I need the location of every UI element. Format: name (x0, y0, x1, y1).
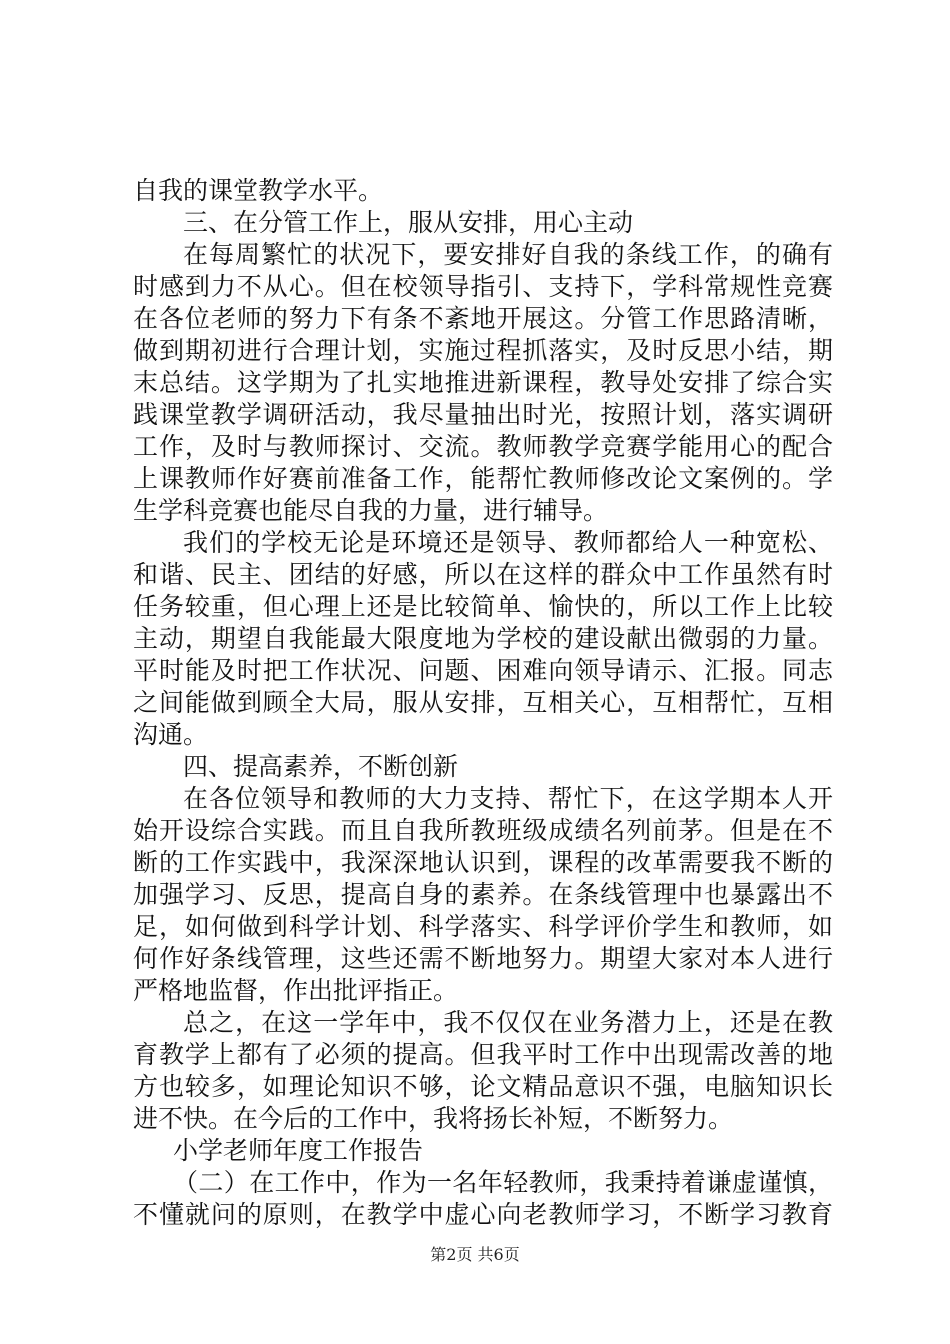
text-line: 进不快。在今后的工作中，我将扬长补短，不断努力。 (133, 1104, 734, 1133)
text-line: 之间能做到顾全大局，服从安排，互相关心，互相帮忙，互相 (133, 688, 833, 717)
text-line: 在各位老师的努力下有条不紊地开展这。分管工作思路清晰， (133, 304, 833, 333)
text-line: 平时能及时把工作状况、问题、困难向领导请示、汇报。同志 (133, 656, 833, 685)
text-line: 不懂就问的原则，在教学中虚心向老教师学习，不断学习教育 (133, 1200, 833, 1229)
text-line: 小学老师年度工作报告 (173, 1136, 424, 1165)
text-line: 断的工作实践中，我深深地认识到，课程的改革需要我不断的 (133, 848, 833, 877)
text-line: 在各位领导和教师的大力支持、帮忙下，在这学期本人开 (183, 784, 833, 813)
text-line: 主动，期望自我能最大限度地为学校的建设献出微弱的力量。 (133, 624, 833, 653)
text-line: 沟通。 (133, 720, 209, 749)
document-body (133, 175, 833, 1231)
text-line: 时感到力不从心。但在校领导指引、支持下，学科常规性竞赛 (133, 272, 833, 301)
text-line: 上课教师作好赛前准备工作，能帮忙教师修改论文案例的。学 (133, 464, 833, 493)
text-line: 育教学上都有了必须的提高。但我平时工作中出现需改善的地 (133, 1040, 833, 1069)
text-line: 四、提高素养，不断创新 (183, 752, 459, 781)
text-line: 在每周繁忙的状况下，要安排好自我的条线工作，的确有 (183, 240, 833, 269)
text-line: 始开设综合实践。而且自我所教班级成绩名列前茅。但是在不 (133, 816, 833, 845)
text-line: 总之，在这一学年中，我不仅仅在业务潜力上，还是在教 (183, 1008, 833, 1037)
text-line: 末总结。这学期为了扎实地推进新课程，教导处安排了综合实 (133, 368, 833, 397)
text-line: 生学科竞赛也能尽自我的力量，进行辅导。 (133, 496, 609, 525)
text-line: 三、在分管工作上，服从安排，用心主动 (183, 208, 634, 237)
text-line: （二）在工作中，作为一名年轻教师，我秉持着谦虚谨慎， (173, 1168, 833, 1197)
text-line: 严格地监督，作出批评指正。 (133, 976, 459, 1005)
text-line: 自我的课堂教学水平。 (133, 176, 384, 205)
text-line: 我们的学校无论是环境还是领导、教师都给人一种宽松、 (183, 528, 833, 557)
text-line: 何作好条线管理，这些还需不断地努力。期望大家对本人进行 (133, 944, 833, 973)
text-line: 做到期初进行合理计划，实施过程抓落实，及时反思小结，期 (133, 336, 833, 365)
text-line: 加强学习、反思，提高自身的素养。在条线管理中也暴露出不 (133, 880, 833, 909)
text-line: 践课堂教学调研活动，我尽量抽出时光，按照计划，落实调研 (133, 400, 833, 429)
text-line: 方也较多，如理论知识不够，论文精品意识不强，电脑知识长 (133, 1072, 833, 1101)
text-line: 和谐、民主、团结的好感，所以在这样的群众中工作虽然有时 (133, 560, 833, 589)
text-line: 任务较重，但心理上还是比较简单、愉快的，所以工作上比较 (133, 592, 833, 621)
page-footer: 第2页 共6页 (430, 1245, 520, 1264)
text-line: 足，如何做到科学计划、科学落实、科学评价学生和教师，如 (133, 912, 833, 941)
text-line: 工作，及时与教师探讨、交流。教师教学竞赛学能用心的配合 (133, 432, 833, 461)
